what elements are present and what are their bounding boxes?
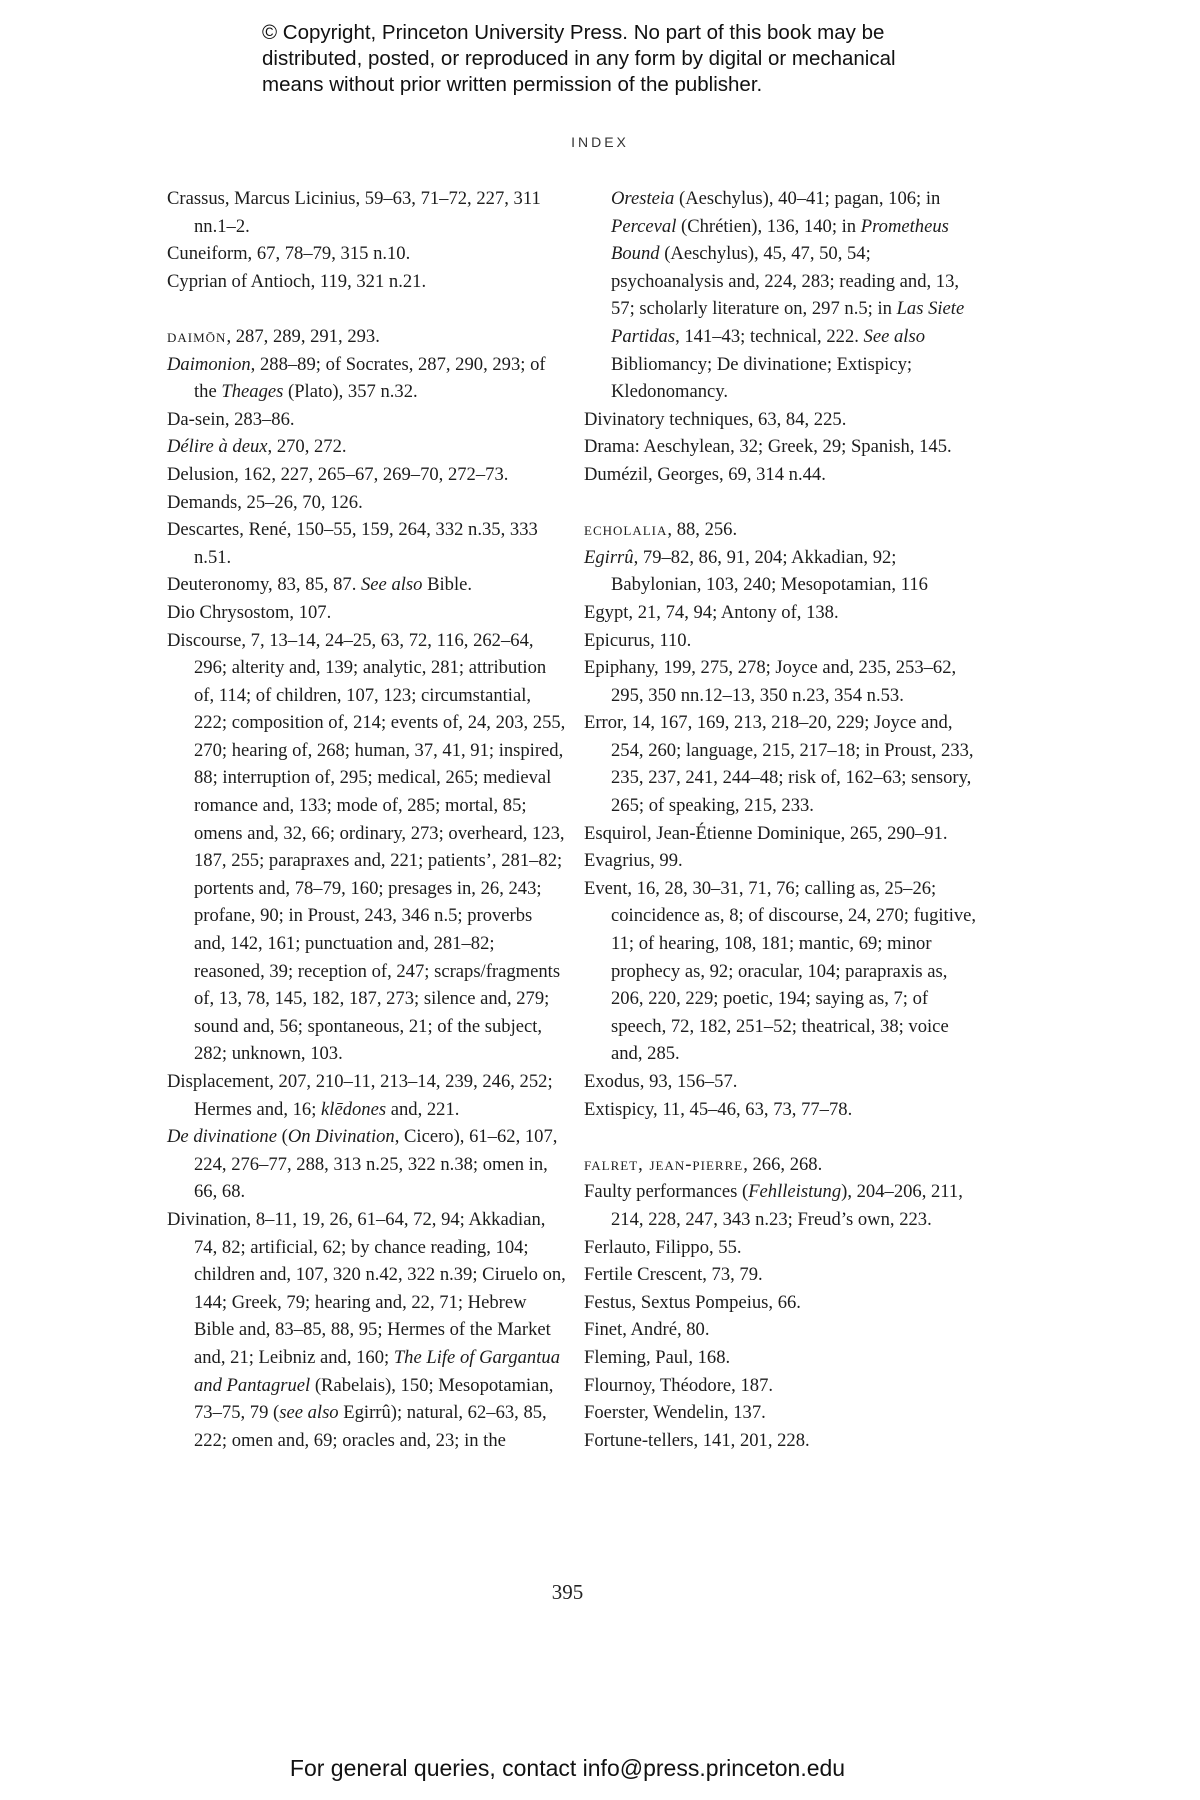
entry-text: , 79–82, 86, 91, 204; Akkadian, 92; Babylonian, 103, 240; Mesopotamian, 116 [611,546,928,596]
entry-italic: Fehlleistung [748,1181,842,1203]
index-entry: Discourse, 7, 13–14, 24–25, 63, 72, 116, 262–64, 296; alterity and, 139; analytic, 281; attribution of, 114; of children, 107, 123; circumstantial, 222; composition of, 214; events of, 24, 203, 255, 270; hearing of, 268; human, 37, 41, 91; inspired, 88; interruption of, 295; medical, 265; medieval romance and, 133; mode of, 285; mortal, 85; omens and, 32, 66; ordinary, 273; overheard, 123, 187, 255; parapraxes and, 221; patients’, 281–82; portents and, 78–79, 160; presages in, 26, 243; profane, 90; in Proust, 243, 346 n.5; proverbs and, 142, 161; punctuation and, 281–82; reasoned, 39; reception of, 247; scraps/fragments of, 13, 78, 145, 182, 187, 273; silence and, 279; sound and, 56; spontaneous, 21; of the subject, 282; unknown, 103. [167,629,566,1065]
index-column-left [167,185,567,1454]
entry-text: , 270, 272. [267,436,347,458]
entry-italic: See also [863,325,925,347]
index-entry: Epicurus, 110. [584,629,692,651]
index-entry: Esquirol, Jean-Étienne Dominique, 265, 290–91. [584,822,948,844]
index-entry [167,433,567,461]
entry-head: De divinatione [167,1126,277,1148]
section-gap [167,295,567,323]
entry-text: , 141–43; technical, 222. [675,325,864,347]
index-entry: Foerster, Wendelin, 137. [584,1402,766,1424]
copyright-notice [262,20,982,98]
copyright-line: © Copyright, Princeton University Press. No part of this book may be [262,21,885,44]
index-entry: Extispicy, 11, 45–46, 63, 73, 77–78. [584,1098,853,1120]
entry-italic: Theages [221,381,284,403]
running-head: INDEX [571,134,629,150]
index-entry: Fortune-tellers, 141, 201, 228. [584,1429,810,1451]
section-gap [584,489,984,517]
index-entry: Crassus, Marcus Licinius, 59–63, 71–72, 227, 311 nn.1–2. [167,188,541,237]
index-entry: Fleming, Paul, 168. [584,1346,731,1368]
copyright-line: means without prior written permission of the publisher. [262,73,763,96]
index-entry: Ferlauto, Filippo, 55. [584,1236,742,1258]
entry-italic: see also [279,1402,339,1424]
entry-text: (Aeschylus), 40–41; pagan, 106; in [674,188,941,209]
index-entry: Divinatory techniques, 63, 84, 225. [584,408,847,430]
entry-head: Egirrû [584,546,634,568]
index-entry: Evagrius, 99. [584,850,683,872]
entry-text: (Plato), 357 n.32. [283,381,418,403]
index-entry: Dumézil, Georges, 69, 314 n.44. [584,463,826,485]
entry-text: Deuteronomy, 83, 85, 87. [167,574,361,596]
index-entry: Error, 14, 167, 169, 213, 218–20, 229; Joyce and, 254, 260; language, 215, 217–18; in Proust, 233, 235, 237, 241, 244–48; risk of, 162–63; sensory, 265; of speaking, 215, 233. [584,712,974,817]
index-entry: Drama: Aeschylean, 32; Greek, 29; Spanish, 145. [584,436,952,458]
entry-italic: Prometheus Bound [611,215,949,265]
index-entry: Flournoy, Théodore, 187. [584,1374,774,1396]
index-entry [584,1178,984,1233]
entry-text: (Rabelais), 150; Mesopotamian, 73–75, 79 ( [194,1374,554,1424]
entry-italic: Perceval [611,215,677,237]
index-entry [167,1068,567,1123]
entry-text: (Aeschylus), 45, 47, 50, 54; psychoanalysis and, 224, 283; reading and, 13, 57; scholarly literature on, 297 n.5; in [611,243,960,320]
entry-text: , 266, 268. [743,1153,823,1175]
entry-italic: Oresteia [611,188,675,209]
entry-italic: On Divination [287,1126,395,1148]
entry-italic: klēdones [321,1098,387,1120]
entry-head: falret, jean-pierre [584,1153,744,1175]
entry-text: , Cicero), 61–62, 107, 224, 276–77, 288, 313 n.25, 322 n.38; omen in, 66, 68. [194,1126,558,1203]
contact-footer: For general queries, contact info@press.princeton.edu [289,1755,846,1781]
entry-head: Délire à deux [167,436,268,458]
entry-italic: Las Siete Partidas [611,298,965,347]
index-entry [584,544,984,599]
index-entry: Exodus, 93, 156–57. [584,1071,738,1092]
index-entry: Descartes, René, 150–55, 159, 264, 332 n.35, 333 n.51. [167,519,538,568]
index-entry [167,1123,567,1206]
index-entry: Da-sein, 283–86. [167,408,295,430]
entry-head: Daimonion [167,353,251,375]
index-entry: Finet, André, 80. [584,1319,710,1341]
index-entry: Dio Chrysostom, 107. [167,601,332,623]
entry-text: Egirrû); natural, 62–63, 85, 222; omen and, 69; oracles and, 23; in the [194,1402,547,1451]
index-entry: Event, 16, 28, 30–31, 71, 76; calling as, 25–26; coincidence as, 8; of discourse, 24, 270; fugitive, 11; of hearing, 108, 181; mantic, 69; minor prophecy as, 92; oracular, 104; parapraxis as, 206, 220, 229; poetic, 194; saying as, 7; of speech, 72, 182, 251–52; theatrical, 38; voice and, 285. [584,877,977,1065]
entry-text: , 287, 289, 291, 293. [226,325,380,347]
index-entry: Demands, 25–26, 70, 126. [167,491,363,513]
entry-text: Displacement, 207, 210–11, 213–14, 239, 246, 252; Hermes and, 16; [167,1071,553,1120]
entry-text: (Chrétien), 136, 140; in [676,215,861,237]
index-entry [167,571,567,599]
entry-text: and, 221. [386,1098,460,1120]
entry-italic: See also [361,574,423,596]
index-entry: Cuneiform, 67, 78–79, 315 n.10. [167,243,411,265]
page-number: 395 [551,1580,584,1604]
entry-text: Bibliomancy; De divinatione; Extispicy; Kledonomancy. [611,353,913,403]
entry-text: Bible. [422,574,473,596]
copyright-line: distributed, posted, or reproduced in any form by digital or mechanical [262,47,896,70]
index-entry: Fertile Crescent, 73, 79. [584,1264,763,1286]
index-entry [167,1206,567,1454]
index-entry: Delusion, 162, 227, 265–67, 269–70, 272–73. [167,463,509,485]
entry-text: ( [276,1126,288,1148]
entry-head: echolalia [584,519,668,541]
entry-head: daimōn [167,325,227,347]
index-entry [167,323,567,351]
index-entry-continuation [584,185,984,406]
index-entry: Festus, Sextus Pompeius, 66. [584,1291,801,1313]
entry-text: , 288–89; of Socrates, 287, 290, 293; of the [194,353,546,403]
entry-text: Divination, 8–11, 19, 26, 61–64, 72, 94; Akkadian, 74, 82; artificial, 62; by chance reading, 104; children and, 107, 320 n.42, 322 n.39; Ciruelo on, 144; Greek, 79; hearing and, 22, 71; Hebrew Bible and, 83–85, 88, 95; Hermes of the Market and, 21; Leibniz and, 160; [167,1208,566,1368]
entry-text: ), 204–206, 211, 214, 228, 247, 343 n.23; Freud’s own, 223. [611,1181,963,1230]
section-gap [584,1123,984,1151]
index-entry [584,516,984,544]
index-entry: Epiphany, 199, 275, 278; Joyce and, 235, 253–62, 295, 350 nn.12–13, 350 n.23, 354 n.53. [584,657,957,706]
index-column-right [584,185,984,1454]
index-entry: Egypt, 21, 74, 94; Antony of, 138. [584,601,839,623]
index-entry [584,1151,984,1179]
entry-text: , 88, 256. [667,519,738,541]
entry-text: Faulty performances ( [584,1181,749,1203]
index-entry [167,351,567,406]
entry-italic: The Life of Gargantua and Pantagruel [194,1346,560,1396]
index-entry: Cyprian of Antioch, 119, 321 n.21. [167,270,427,292]
